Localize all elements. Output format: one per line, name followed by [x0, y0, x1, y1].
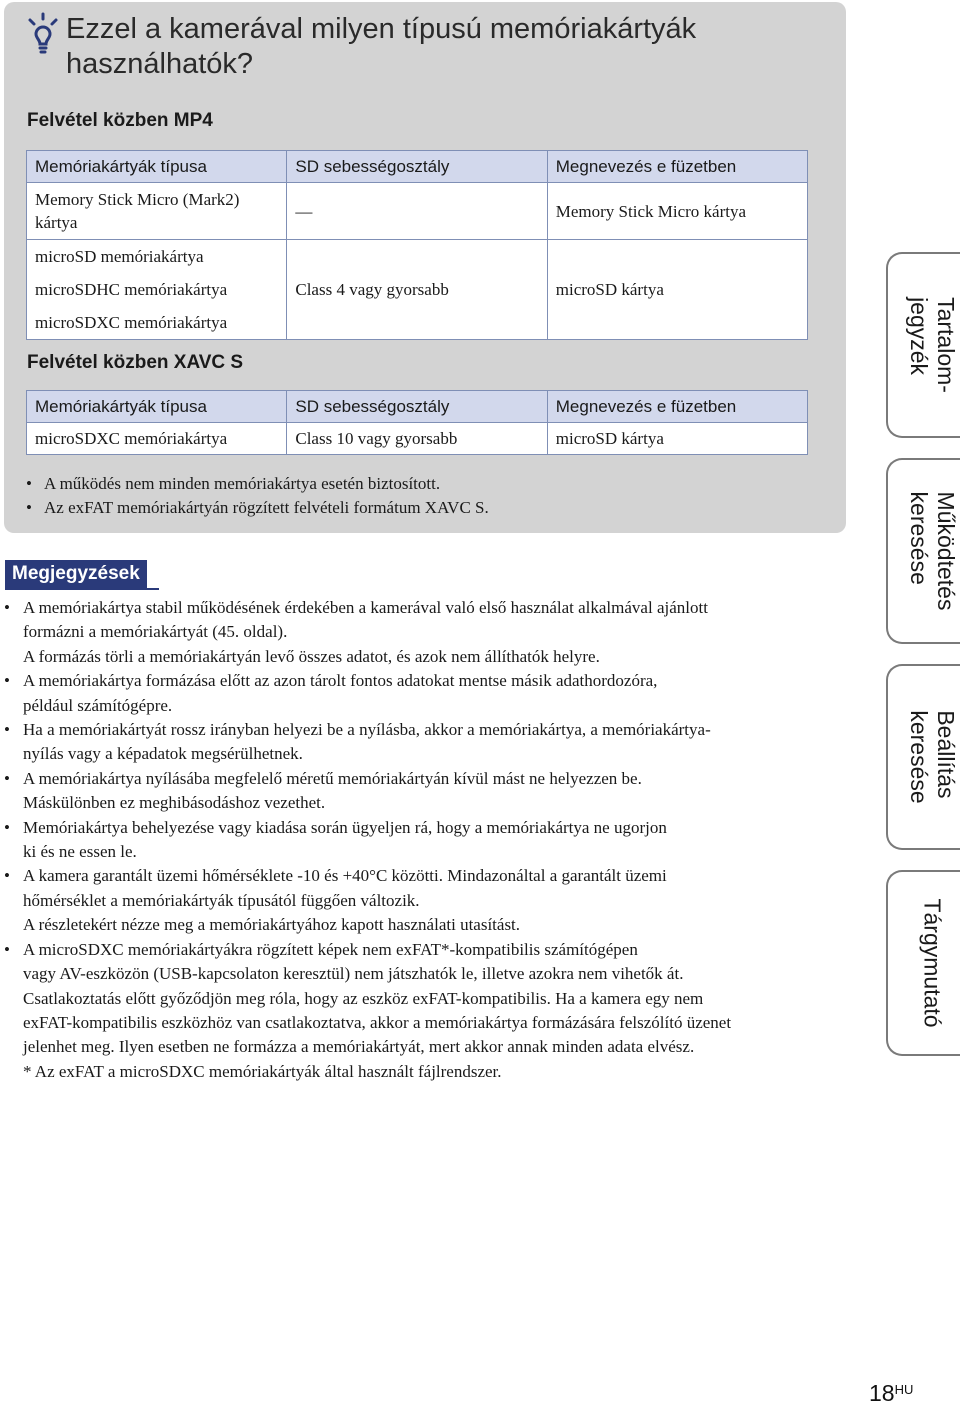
card-type: microSDXC memóriakártya	[35, 313, 228, 332]
bullet: •	[4, 939, 10, 959]
list-item	[4, 864, 854, 937]
note-line: nyílás vagy a képadatok megsérülhetnek.	[23, 744, 303, 764]
tip-title-line1: Ezzel a kamerával milyen típusú memóriakártyák	[66, 13, 697, 45]
side-tab-label	[905, 492, 959, 611]
note-line: A kamera garantált üzemi hőmérséklete -10 és +40°C közötti. Mindazonáltal a garantált üzemi	[23, 866, 667, 886]
tip-title	[66, 12, 766, 82]
booklet-name-cell: microSD kártya	[547, 423, 807, 455]
notes-heading-divider	[5, 588, 159, 590]
side-tab-label-line1: Tárgymutató	[919, 898, 946, 1028]
list-item: • A működés nem minden memóriakártya esetén biztosított.	[26, 472, 489, 496]
column-header: Memóriakártyák típusa	[27, 391, 287, 423]
note-line: hőmérséklet a memóriakártyák típusától függően változik.	[23, 890, 420, 910]
bullet: •	[4, 598, 10, 617]
tip-notes-list	[26, 472, 489, 520]
column-header: SD sebességosztály	[287, 391, 547, 423]
tip-panel	[4, 2, 846, 533]
page-language-suffix: HU	[894, 1382, 914, 1397]
note-line: A formázás törli a memóriakártyán levő összes adatot, és azok nem állíthatók helyre.	[23, 646, 600, 666]
side-tab-label	[905, 297, 959, 393]
list-item	[4, 816, 854, 865]
table-row	[27, 183, 808, 240]
bullet: •	[4, 768, 10, 788]
list-item	[4, 596, 854, 669]
booklet-name-cell: microSD kártya	[547, 240, 807, 340]
speed-class-cell: Class 10 vagy gyorsabb	[287, 423, 547, 455]
side-tab-index[interactable]	[886, 870, 960, 1056]
column-header: Memóriakártyák típusa	[27, 151, 287, 183]
card-type-cell: microSDXC memóriakártya	[27, 423, 287, 455]
column-header: Megnevezés e füzetben	[547, 391, 807, 423]
side-tab-label	[919, 898, 946, 1027]
list-item	[4, 767, 854, 816]
note-line: Memóriakártya behelyezése vagy kiadása során ügyeljen rá, hogy a memóriakártya ne ugorjon	[23, 817, 667, 837]
side-tab-label-line1: Beállítás	[933, 710, 959, 799]
side-tab-label-line1: Tartalom-	[933, 297, 959, 393]
side-tab-label-line2: keresése	[906, 710, 932, 804]
table-header-row	[27, 391, 808, 423]
side-tab-contents[interactable]	[886, 252, 960, 438]
note-line: például számítógépre.	[23, 695, 173, 715]
side-tab-label-line2: jegyzék	[906, 297, 932, 376]
note-line: A microSDXC memóriakártyákra rögzített képek nem exFAT*-kompatibilis számítógépen	[23, 939, 638, 959]
card-type: microSD memóriakártya	[35, 247, 204, 266]
list-item	[4, 669, 854, 718]
note-line: exFAT-kompatibilis eszközhöz van csatlakoztatva, akkor a memóriakártya formázására felszólító üzenet	[23, 1012, 732, 1032]
side-tab-label-line1: Működtetés	[933, 491, 959, 611]
side-tab-label-line2: keresése	[906, 491, 932, 585]
note-line: Csatlakoztatás előtt győződjön meg róla, hogy az eszköz exFAT-kompatibilis. Ha a kamera egy nem	[23, 988, 704, 1008]
tip-title-line2: használhatók?	[66, 48, 254, 80]
note-line: jelenhet meg. Ilyen esetben ne formázza a memóriakártyát, mert akkor annak minden adata elvész.	[23, 1037, 695, 1057]
page-number-value: 18	[869, 1380, 895, 1406]
mp4-table	[26, 150, 808, 340]
bullet: •	[4, 671, 10, 691]
note-line: Ha a memóriakártyát rossz irányban helyezi be a nyílásba, akkor a memóriakártya, a memóriakártya-	[23, 720, 711, 740]
card-type: microSDHC memóriakártya	[35, 280, 228, 299]
mp4-heading: Felvétel közben MP4	[27, 110, 213, 131]
column-header: Megnevezés e füzetben	[547, 151, 807, 183]
list-item	[4, 718, 854, 767]
note-line: Máskülönben ez meghibásodáshoz vezethet.	[23, 793, 326, 813]
column-header: SD sebességosztály	[287, 151, 547, 183]
notes-heading: Megjegyzések	[5, 560, 147, 588]
table-row	[27, 240, 808, 340]
note-line: A memóriakártya nyílásába megfelelő méretű memóriakártyán kívül mást ne helyezzen be.	[23, 768, 642, 788]
booklet-name-cell: Memory Stick Micro kártya	[547, 183, 807, 240]
list-item: • Az exFAT memóriakártyán rögzített felvételi formátum XAVC S.	[26, 496, 489, 520]
note-line: A részletekért nézze meg a memóriakártyához kapott használati utasítást.	[23, 915, 521, 935]
table-header-row	[27, 151, 808, 183]
speed-class-cell: Class 4 vagy gyorsabb	[287, 240, 547, 340]
note-line: formázni a memóriakártyát (45. oldal).	[23, 622, 288, 642]
card-type-cell: Memory Stick Micro (Mark2) kártya	[27, 183, 287, 240]
bullet: •	[4, 866, 10, 886]
xavc-heading: Felvétel közben XAVC S	[27, 352, 244, 373]
note-line: vagy AV-eszközön (USB-kapcsolaton keresztül) nem játszhatók le, illetve azokra nem vihetők át.	[23, 964, 684, 984]
footnote: * Az exFAT a microSDXC memóriakártyák által használt fájlrendszer.	[23, 1061, 502, 1081]
side-tab-settings-search[interactable]	[886, 664, 960, 850]
note-line: A memóriakártya formázása előtt az azon tárolt fontos adatokat mentse másik adathordozóra,	[23, 671, 658, 691]
xavc-table	[26, 390, 808, 455]
bullet: •	[4, 817, 10, 837]
card-type-cell	[27, 240, 287, 340]
lightbulb-icon	[26, 12, 60, 56]
side-tab-label	[905, 710, 959, 803]
side-tab-operation-search[interactable]	[886, 458, 960, 644]
table-row	[27, 423, 808, 455]
page-number	[869, 1380, 913, 1407]
bullet: •	[4, 720, 10, 740]
list-item	[4, 938, 854, 1060]
notes-list	[4, 596, 854, 1084]
note-line: A memóriakártya stabil működésének érdekében a kamerával való első használat alkalmával ajánlott	[23, 598, 708, 617]
note-line: ki és ne essen le.	[23, 842, 137, 862]
speed-class-cell: —	[287, 183, 547, 240]
